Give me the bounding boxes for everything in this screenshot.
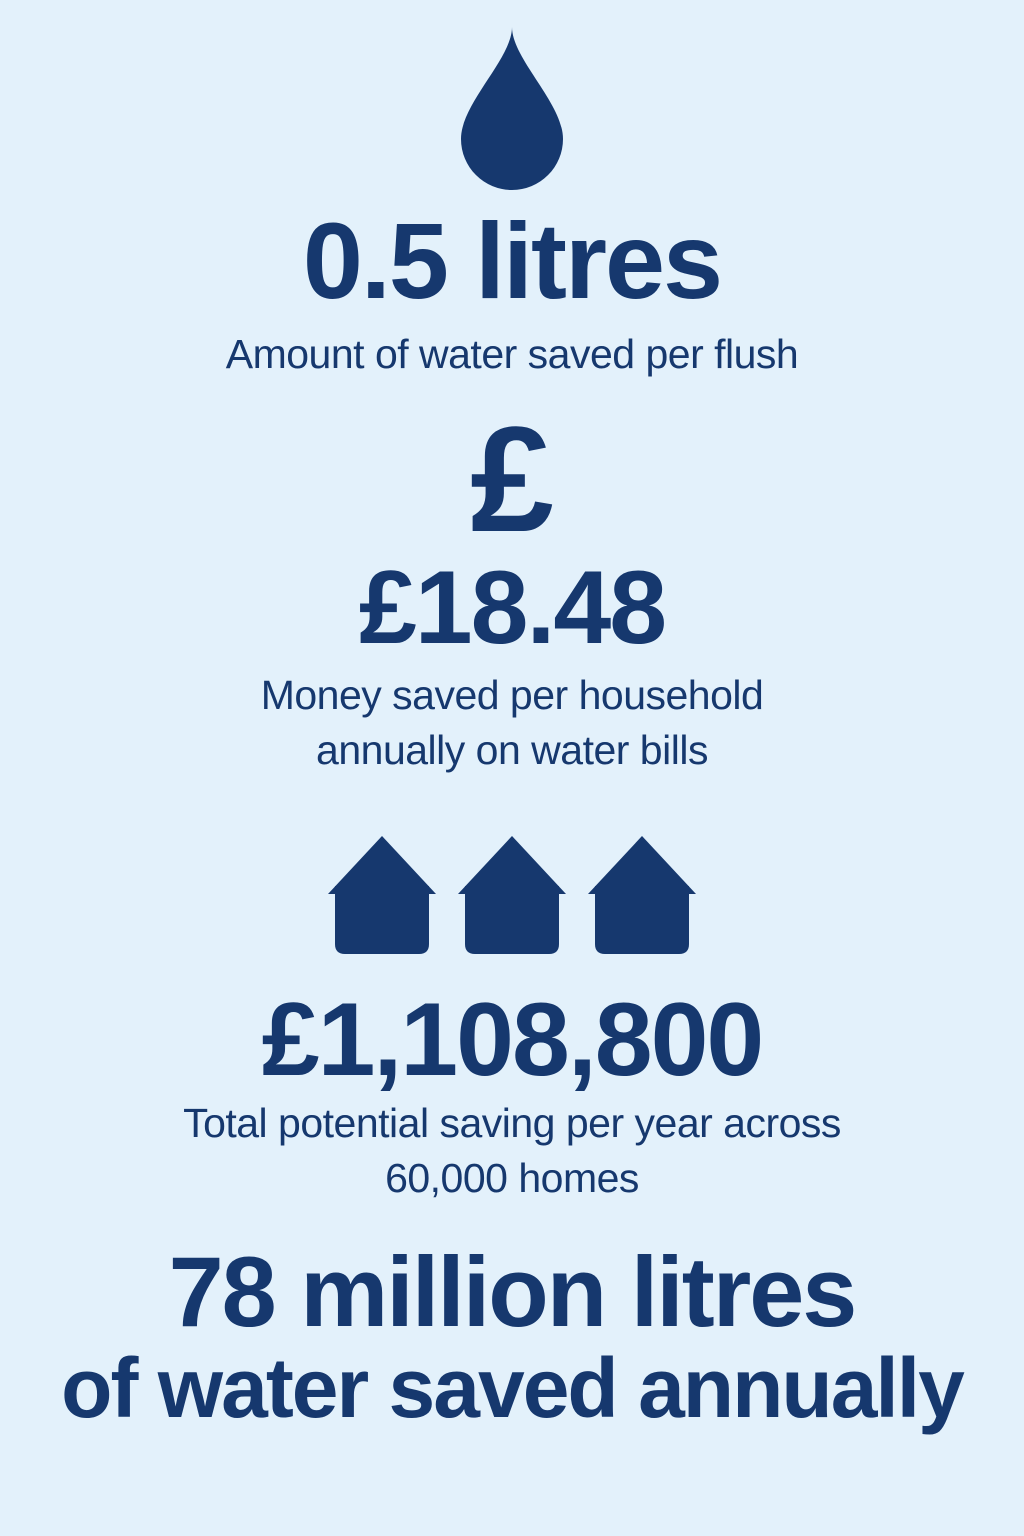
headline-line1: 78 million litres (168, 1236, 856, 1348)
house-icon (455, 834, 569, 956)
stat-label-flush: Amount of water saved per flush (225, 331, 799, 378)
stat-value-total: £1,108,800 (261, 982, 763, 1099)
stat-label-household (261, 668, 764, 778)
pound-icon: £ (470, 395, 554, 564)
house-icon (585, 834, 699, 956)
stat-label-total-line1: Total potential saving per year across (183, 1100, 841, 1147)
headline-line2: of water saved annually (61, 1341, 963, 1436)
stat-label-total (183, 1096, 841, 1206)
stat-household-saving (261, 382, 764, 778)
water-drop-icon (457, 25, 567, 193)
stat-label-total-line2: 60,000 homes (385, 1155, 639, 1202)
stat-value-household: £18.48 (358, 550, 666, 667)
stat-label-household-line2: annually on water bills (316, 727, 708, 774)
house-icon (325, 834, 439, 956)
house-icons-row (325, 834, 699, 956)
stat-value-flush: 0.5 litres (302, 200, 722, 321)
stat-flush-saving (226, 0, 798, 382)
stat-total-saving (183, 778, 841, 1206)
stat-label-household-line1: Money saved per household (260, 672, 764, 719)
headline (61, 1236, 963, 1436)
